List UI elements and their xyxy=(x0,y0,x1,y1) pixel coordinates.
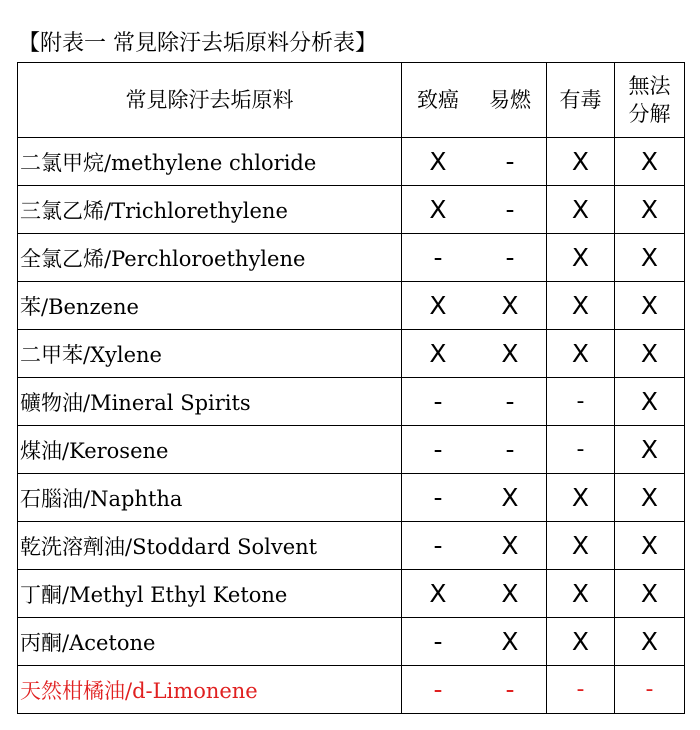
material-name: 二氯甲烷/methylene chloride xyxy=(18,138,402,186)
material-name: 礦物油/Mineral Spirits xyxy=(18,378,402,426)
material-name: 全氯乙烯/Perchloroethylene xyxy=(18,234,402,282)
toxic-mark: X xyxy=(547,474,615,522)
non-degradable-mark: X xyxy=(615,234,685,282)
material-name: 三氯乙烯/Trichlorethylene xyxy=(18,186,402,234)
toxic-mark: X xyxy=(547,570,615,618)
toxic-mark: - xyxy=(547,426,615,474)
non-degradable-mark: X xyxy=(615,426,685,474)
carcinogenic-mark: - xyxy=(433,243,443,272)
header-carcinogenic: 致癌 xyxy=(417,88,459,112)
toxic-mark: X xyxy=(547,330,615,378)
carcinogenic-mark: - xyxy=(433,483,443,512)
cleaning-materials-table xyxy=(17,62,685,714)
header-non-degradable xyxy=(615,63,685,138)
flammable-mark: X xyxy=(501,339,519,368)
material-name: 丁酮/Methyl Ethyl Ketone xyxy=(18,570,402,618)
toxic-mark: X xyxy=(547,186,615,234)
non-degradable-mark: X xyxy=(615,522,685,570)
material-name: 丙酮/Acetone xyxy=(18,618,402,666)
non-degradable-mark: X xyxy=(615,330,685,378)
flammable-mark: X xyxy=(501,627,519,656)
flammable-mark: X xyxy=(501,531,519,560)
non-degradable-mark: X xyxy=(615,186,685,234)
non-degradable-mark: X xyxy=(615,570,685,618)
non-degradable-mark: X xyxy=(615,618,685,666)
toxic-mark: - xyxy=(547,378,615,426)
non-degradable-mark: X xyxy=(615,282,685,330)
table-row xyxy=(18,282,685,330)
carcinogenic-flammable-cell xyxy=(402,186,547,234)
flammable-mark: - xyxy=(505,675,515,704)
table-row xyxy=(18,474,685,522)
carcinogenic-mark: X xyxy=(429,291,447,320)
toxic-mark: X xyxy=(547,234,615,282)
material-name: 乾洗溶劑油/Stoddard Solvent xyxy=(18,522,402,570)
flammable-mark: - xyxy=(505,387,515,416)
header-toxic: 有毒 xyxy=(547,63,615,138)
table-row xyxy=(18,426,685,474)
carcinogenic-flammable-cell xyxy=(402,618,547,666)
carcinogenic-flammable-cell xyxy=(402,426,547,474)
carcinogenic-flammable-cell xyxy=(402,378,547,426)
flammable-mark: - xyxy=(505,147,515,176)
material-name: 煤油/Kerosene xyxy=(18,426,402,474)
header-name: 常見除汙去垢原料 xyxy=(18,63,402,138)
table-row xyxy=(18,330,685,378)
carcinogenic-flammable-cell xyxy=(402,666,547,714)
flammable-mark: - xyxy=(505,195,515,224)
table-row xyxy=(18,186,685,234)
carcinogenic-flammable-cell xyxy=(402,282,547,330)
header-carcinogenic-flammable xyxy=(402,63,547,138)
table-row xyxy=(18,618,685,666)
non-degradable-mark: X xyxy=(615,138,685,186)
table-row xyxy=(18,522,685,570)
material-name: 二甲苯/Xylene xyxy=(18,330,402,378)
flammable-mark: - xyxy=(505,435,515,464)
carcinogenic-flammable-cell xyxy=(402,138,547,186)
carcinogenic-mark: X xyxy=(429,195,447,224)
flammable-mark: X xyxy=(501,291,519,320)
table-row xyxy=(18,234,685,282)
carcinogenic-flammable-cell xyxy=(402,330,547,378)
carcinogenic-mark: X xyxy=(429,579,447,608)
carcinogenic-flammable-cell xyxy=(402,474,547,522)
table-row xyxy=(18,666,685,714)
carcinogenic-mark: X xyxy=(429,339,447,368)
carcinogenic-mark: X xyxy=(429,147,447,176)
flammable-mark: - xyxy=(505,243,515,272)
carcinogenic-mark: - xyxy=(433,627,443,656)
toxic-mark: X xyxy=(547,282,615,330)
non-degradable-mark: - xyxy=(615,666,685,714)
material-name: 石腦油/Naphtha xyxy=(18,474,402,522)
toxic-mark: X xyxy=(547,618,615,666)
material-name: 苯/Benzene xyxy=(18,282,402,330)
table-row xyxy=(18,570,685,618)
non-degradable-mark: X xyxy=(615,474,685,522)
header-flammable: 易燃 xyxy=(489,88,531,112)
carcinogenic-mark: - xyxy=(433,387,443,416)
carcinogenic-flammable-cell xyxy=(402,570,547,618)
header-non-degradable-text: 無法分解 xyxy=(628,74,671,126)
header-row xyxy=(18,63,685,138)
material-name: 天然柑橘油/d-Limonene xyxy=(18,666,402,714)
carcinogenic-flammable-cell xyxy=(402,522,547,570)
flammable-mark: X xyxy=(501,579,519,608)
carcinogenic-mark: - xyxy=(433,435,443,464)
table-row xyxy=(18,378,685,426)
carcinogenic-mark: - xyxy=(433,675,443,704)
toxic-mark: - xyxy=(547,666,615,714)
table-title: 【附表一 常見除汙去垢原料分析表】 xyxy=(18,31,377,56)
toxic-mark: X xyxy=(547,522,615,570)
flammable-mark: X xyxy=(501,483,519,512)
non-degradable-mark: X xyxy=(615,378,685,426)
table-row xyxy=(18,138,685,186)
carcinogenic-mark: - xyxy=(433,531,443,560)
toxic-mark: X xyxy=(547,138,615,186)
table-body xyxy=(18,138,685,714)
carcinogenic-flammable-cell xyxy=(402,234,547,282)
